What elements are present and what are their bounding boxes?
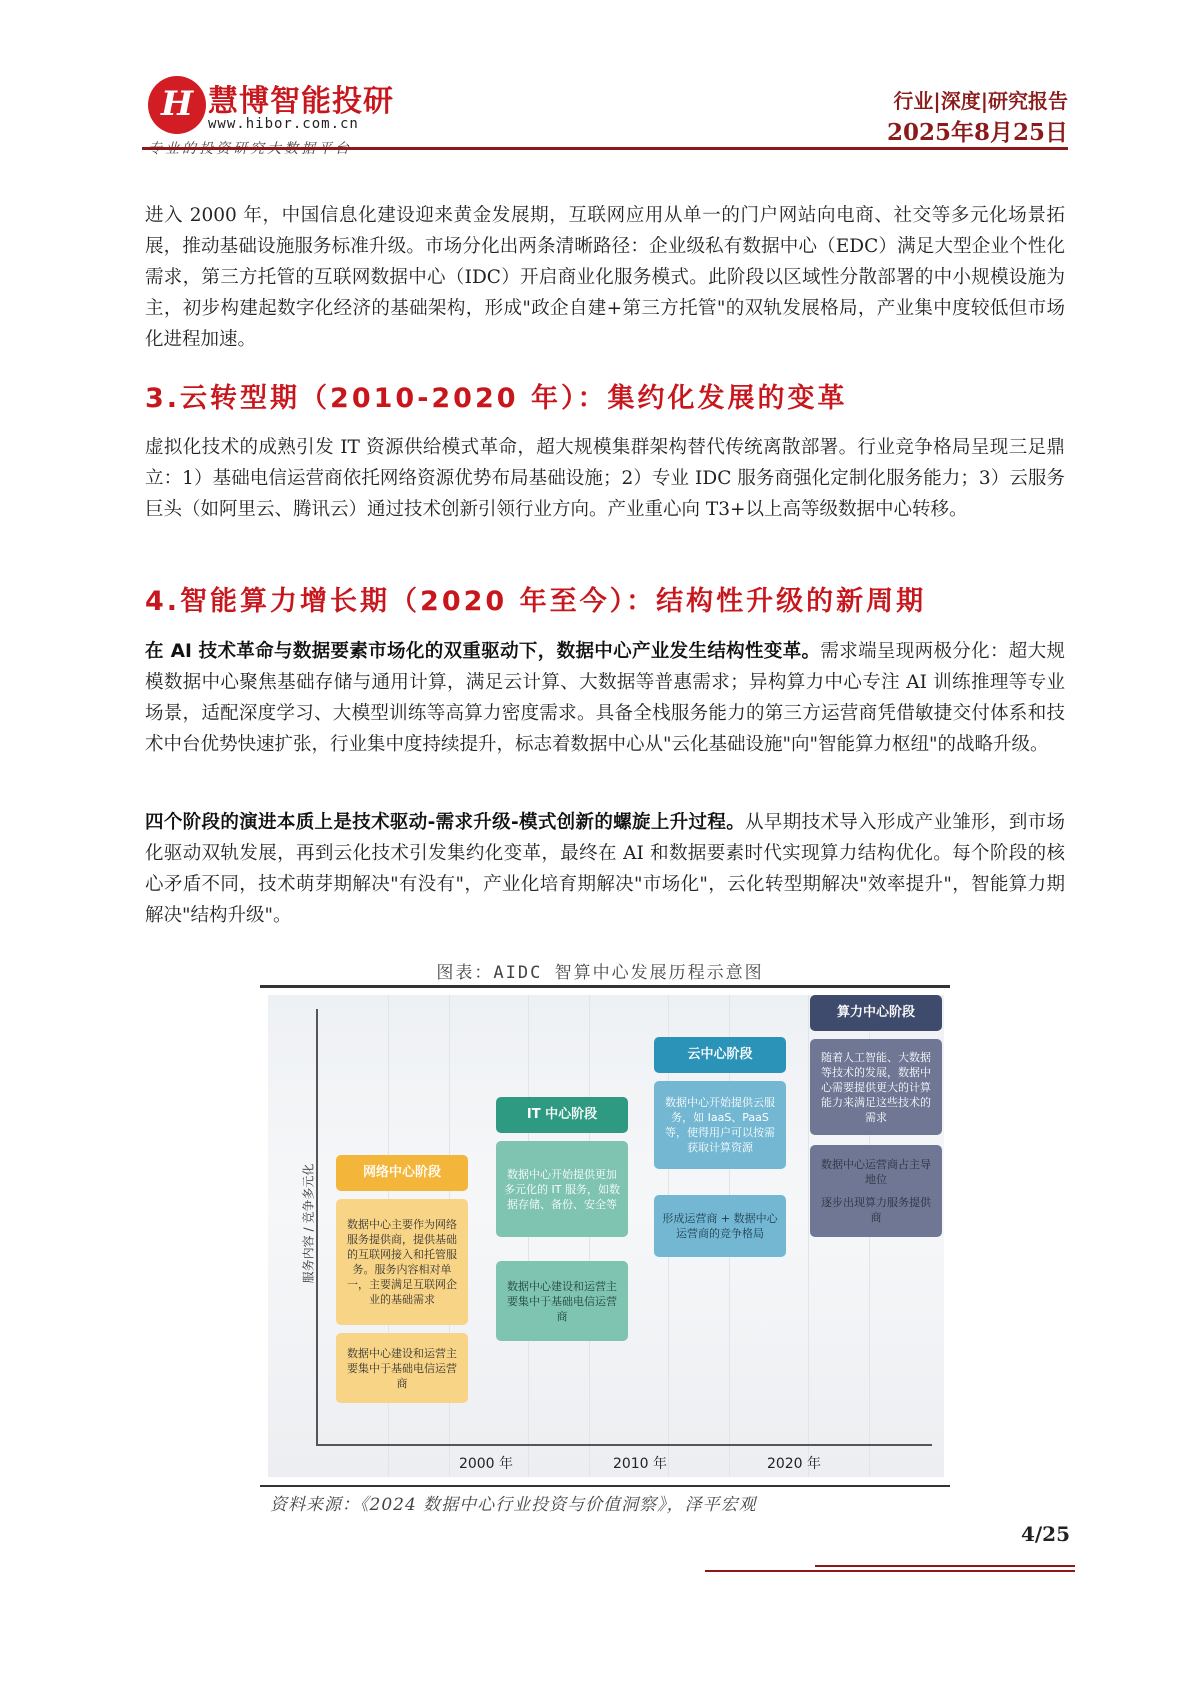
stage-it-desc: 数据中心开始提供更加多元化的 IT 服务，如数据存储、备份、安全等	[496, 1141, 628, 1237]
report-type: 行业|深度|研究报告	[893, 89, 1068, 113]
paragraph-2000s: 进入 2000 年，中国信息化建设迎来黄金发展期，互联网应用从单一的门户网站向电商、社交等多元化场景拓展，推动基础设施服务标准升级。市场分化出两条清晰路径：企业级私有数据中心（EDC）满足大型企业个性化需求，第三方托管的互联网数据中心（IDC）开启商业化服务模式。此阶段以区域性分散部署的中小规模设施为主，初步构建起数字化经济的基础架构，形成"政企自建+第三方托管"的双轨发展格局，产业集中度较低但市场化进程加速。	[145, 205, 1065, 350]
logo	[148, 76, 448, 146]
figure-source: 资料来源：《2024 数据中心行业投资与价值洞察》，泽平宏观	[270, 1495, 757, 1515]
stage-network-center: 网络中心阶段	[336, 1155, 468, 1191]
stage-compute-center: 算力中心阶段	[810, 995, 942, 1031]
stage-network-competition: 数据中心建设和运营主要集中于基础电信运营商	[336, 1333, 468, 1403]
stage-compute-competition-b: 逐步出现算力服务提供商	[821, 1196, 931, 1224]
x-axis	[316, 1444, 932, 1446]
paragraph-ai	[145, 636, 1065, 760]
stage-cloud-center: 云中心阶段	[654, 1037, 786, 1073]
page-number: 4/25	[1020, 1522, 1070, 1546]
figure-bottom-rule	[260, 1485, 950, 1487]
logo-mark-icon: H	[148, 76, 206, 134]
header-divider	[142, 147, 1068, 150]
figure-aidc-timeline	[268, 995, 944, 1477]
header-meta	[887, 86, 1068, 150]
paragraph-ai-lead: 在 AI 技术革命与数据要素市场化的双重驱动下，数据中心产业发生结构性变革。	[145, 641, 821, 662]
x-tick: 2010 年	[612, 1456, 668, 1472]
stage-it-competition: 数据中心建设和运营主要集中于基础电信运营商	[496, 1261, 628, 1341]
stage-compute-competition-a: 数据中心运营商占主导地位	[821, 1158, 931, 1186]
figure-top-rule	[260, 985, 950, 988]
paragraph-cloud: 虚拟化技术的成熟引发 IT 资源供给模式革命，超大规模集群架构替代传统离散部署。行业竞争格局呈现三足鼎立：1）基础电信运营商依托网络资源优势布局基础设施；2）专业 IDC 服务商强化定制化服务能力；3）云服务巨头（如阿里云、腾讯云）通过技术创新引领行业方向。产业重心向 T3+以上高等级数据中心转移。	[145, 437, 1065, 520]
stage-cloud-desc: 数据中心开始提供云服务，如 IaaS、PaaS 等，使得用户可以按需获取计算资源	[654, 1081, 786, 1169]
logo-name: 慧博智能投研	[208, 84, 394, 119]
x-tick: 2020 年	[766, 1456, 822, 1472]
stage-it-center: IT 中心阶段	[496, 1097, 628, 1133]
paragraph-summary-lead: 四个阶段的演进本质上是技术驱动-需求升级-模式创新的螺旋上升过程。	[145, 812, 746, 833]
x-tick: 2000 年	[458, 1456, 514, 1472]
paragraph-summary-rest: 从早期技术导入形成产业雏形，到市场化驱动双轨发展，再到云化技术引发集约化变革，最终在 AI 和数据要素时代实现算力结构优化。每个阶段的核心矛盾不同，技术萌芽期解决"有没有"，产业化培育期解决"市场化"，云化转型期解决"效率提升"，智能算力期解决"结构升级"。	[145, 812, 1065, 926]
y-axis-label: 服务内容 / 竞争多元化	[301, 1163, 316, 1284]
stage-compute-desc: 随着人工智能、大数据等技术的发展，数据中心需要提供更大的计算能力来满足这些技术的需求	[810, 1039, 942, 1135]
paragraph-ai-rest: 需求端呈现两极分化：超大规模数据中心聚焦基础存储与通用计算，满足云计算、大数据等普惠需求；异构算力中心专注 AI 训练推理等专业场景，适配深度学习、大模型训练等高算力密度需求。具备全栈服务能力的第三方运营商凭借敏捷交付体系和技术中台优势快速扩张，行业集中度持续提升，标志着数据中心从"云化基础设施"向"智能算力枢纽"的战略升级。	[145, 641, 1065, 755]
report-date: 2025年8月25日	[886, 119, 1068, 146]
stage-network-desc: 数据中心主要作为网络服务提供商，提供基础的互联网接入和托管服务。服务内容相对单一，主要满足互联网企业的基础需求	[336, 1199, 468, 1325]
section-heading-3: 3.云转型期（2010-2020 年）：集约化发展的变革	[145, 383, 848, 414]
section-heading-4: 4.智能算力增长期（2020 年至今）：结构性升级的新周期	[145, 586, 927, 617]
paragraph-summary	[145, 807, 1065, 931]
footer-rule-long	[705, 1570, 1075, 1572]
figure-title: 图表：AIDC 智算中心发展历程示意图	[436, 963, 764, 983]
logo-url: www.hibor.com.cn	[208, 116, 359, 132]
stage-cloud-competition: 形成运营商 + 数据中心运营商的竞争格局	[654, 1195, 786, 1257]
stage-compute-competition	[810, 1145, 942, 1237]
footer-rule-short	[815, 1565, 1075, 1567]
